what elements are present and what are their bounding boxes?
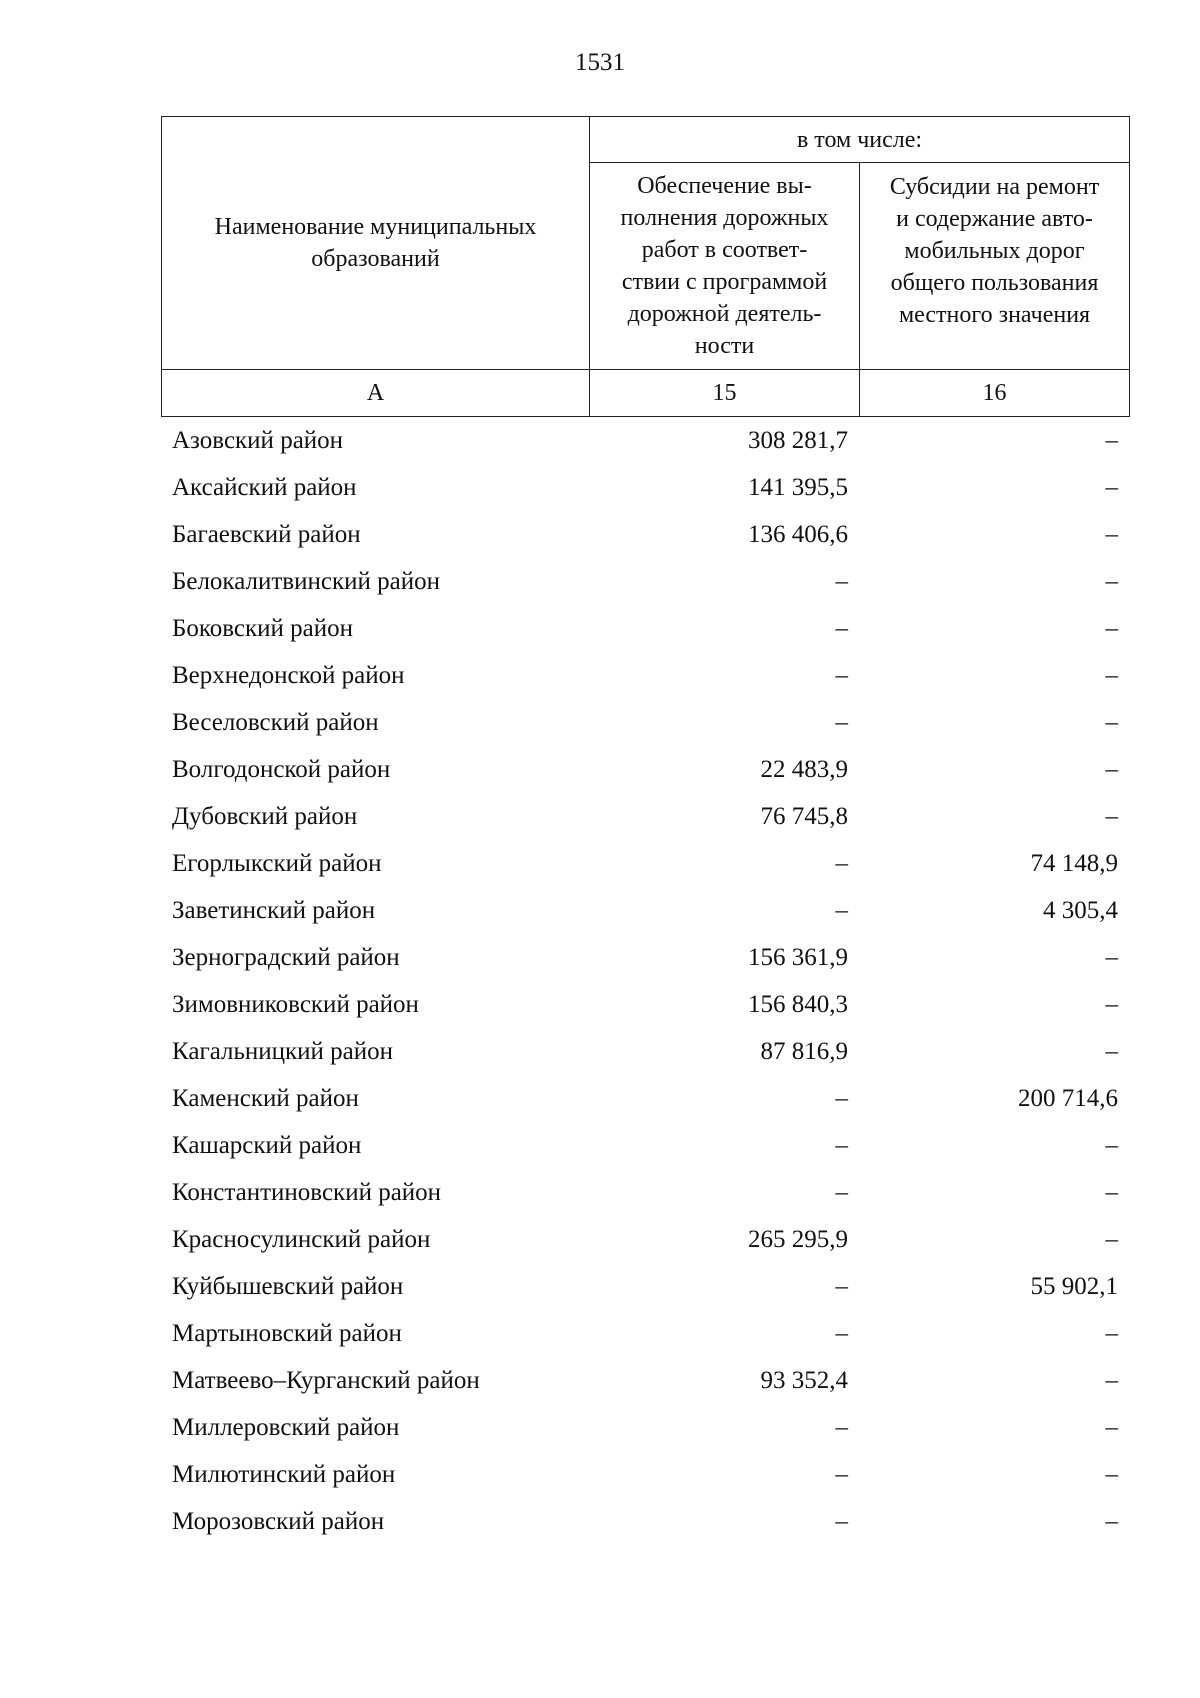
district-name: Егорлыкский район bbox=[172, 849, 382, 877]
value-col-16: – bbox=[1105, 990, 1118, 1018]
district-name: Кагальницкий район bbox=[172, 1037, 394, 1065]
value-col-16: – bbox=[1105, 802, 1118, 830]
value-col-16: – bbox=[1105, 1319, 1118, 1347]
header-col15-line: дорожной деятель- bbox=[627, 301, 822, 327]
header-col15-line: работ в соответ- bbox=[641, 237, 808, 263]
value-col-16: 55 902,1 bbox=[1030, 1272, 1118, 1300]
page-number: 1531 bbox=[575, 49, 625, 76]
table-row bbox=[161, 793, 1129, 840]
value-col-16: – bbox=[1105, 567, 1118, 595]
table-row bbox=[161, 934, 1129, 981]
value-col-15: – bbox=[835, 1131, 848, 1159]
district-name: Морозовский район bbox=[172, 1507, 385, 1535]
table-row bbox=[161, 1075, 1129, 1122]
header-col16-line: и содержание авто- bbox=[896, 206, 1093, 232]
table-row bbox=[161, 981, 1129, 1028]
district-name: Веселовский район bbox=[172, 708, 379, 736]
table-row bbox=[161, 699, 1129, 746]
value-col-15: – bbox=[835, 896, 848, 924]
header-number-15: 15 bbox=[590, 370, 860, 417]
header-name-line: Наименование муниципальных bbox=[214, 214, 537, 240]
table-row bbox=[161, 887, 1129, 934]
district-name: Мартыновский район bbox=[172, 1319, 402, 1347]
value-col-16: – bbox=[1105, 426, 1118, 454]
header-col16-line: мобильных дорог bbox=[904, 238, 1085, 264]
district-name: Константиновский район bbox=[172, 1178, 442, 1206]
value-col-15: 141 395,5 bbox=[748, 473, 848, 501]
table-row bbox=[161, 1404, 1129, 1451]
district-name: Матвеево–Курганский район bbox=[172, 1366, 480, 1394]
value-col-15: – bbox=[835, 1178, 848, 1206]
table-row bbox=[161, 464, 1129, 511]
value-col-15: – bbox=[835, 661, 848, 689]
header-col15-line: полнения дорожных bbox=[620, 205, 829, 231]
table-row bbox=[161, 417, 1129, 464]
header-name-line: образований bbox=[311, 246, 440, 272]
value-col-15: – bbox=[835, 1507, 848, 1535]
value-col-16: – bbox=[1105, 1225, 1118, 1253]
value-col-15: 156 361,9 bbox=[748, 943, 848, 971]
value-col-16: – bbox=[1105, 1460, 1118, 1488]
header-col-15 bbox=[590, 163, 860, 370]
header-col15-line: Обеспечение вы- bbox=[637, 173, 812, 199]
table-row bbox=[161, 840, 1129, 887]
district-name: Миллеровский район bbox=[172, 1413, 400, 1441]
value-col-16: – bbox=[1105, 755, 1118, 783]
header-group-label: в том числе: bbox=[590, 117, 1130, 163]
district-name: Каменский район bbox=[172, 1084, 359, 1112]
header-name-column bbox=[162, 117, 590, 370]
district-name: Белокалитвинский район bbox=[172, 567, 440, 595]
value-col-15: 22 483,9 bbox=[760, 755, 848, 783]
district-name: Верхнедонской район bbox=[172, 661, 405, 689]
table-body bbox=[161, 417, 1129, 1545]
table-row bbox=[161, 652, 1129, 699]
district-name: Красносулинский район bbox=[172, 1225, 431, 1253]
value-col-16: – bbox=[1105, 943, 1118, 971]
value-col-15: – bbox=[835, 1084, 848, 1112]
header-col16-line: местного значения bbox=[898, 302, 1091, 328]
header-letter-a: А bbox=[162, 370, 590, 417]
table-row bbox=[161, 1216, 1129, 1263]
district-name: Заветинский район bbox=[172, 896, 376, 924]
value-col-15: 265 295,9 bbox=[748, 1225, 848, 1253]
value-col-15: – bbox=[835, 567, 848, 595]
value-col-15: – bbox=[835, 849, 848, 877]
table-row bbox=[161, 1357, 1129, 1404]
district-name: Кашарский район bbox=[172, 1131, 362, 1159]
header-number-16: 16 bbox=[860, 370, 1130, 417]
table-row bbox=[161, 1310, 1129, 1357]
district-name: Аксайский район bbox=[172, 473, 357, 501]
district-name: Зимовниковский район bbox=[172, 990, 419, 1018]
table-row bbox=[161, 558, 1129, 605]
value-col-15: – bbox=[835, 1460, 848, 1488]
district-name: Куйбышевский район bbox=[172, 1272, 404, 1300]
value-col-16: – bbox=[1105, 708, 1118, 736]
header-col16-line: Субсидии на ремонт bbox=[889, 174, 1100, 200]
header-col16-line: общего пользования bbox=[890, 270, 1099, 296]
value-col-16: 200 714,6 bbox=[1018, 1084, 1118, 1112]
value-col-15: – bbox=[835, 1272, 848, 1300]
district-name: Волгодонской район bbox=[172, 755, 391, 783]
value-col-16: – bbox=[1105, 1366, 1118, 1394]
value-col-16: – bbox=[1105, 473, 1118, 501]
table-header bbox=[161, 116, 1130, 417]
value-col-15: 87 816,9 bbox=[760, 1037, 848, 1065]
value-col-15: 308 281,7 bbox=[748, 426, 848, 454]
district-name: Азовский район bbox=[172, 426, 344, 454]
district-name: Дубовский район bbox=[172, 802, 358, 830]
table-row bbox=[161, 1122, 1129, 1169]
value-col-16: – bbox=[1105, 1413, 1118, 1441]
table-row bbox=[161, 1263, 1129, 1310]
value-col-16: – bbox=[1105, 1507, 1118, 1535]
table-row bbox=[161, 1028, 1129, 1075]
table-row bbox=[161, 746, 1129, 793]
value-col-15: 76 745,8 bbox=[760, 802, 848, 830]
value-col-16: – bbox=[1105, 661, 1118, 689]
value-col-15: – bbox=[835, 1413, 848, 1441]
table-row bbox=[161, 1498, 1129, 1545]
value-col-15: – bbox=[835, 614, 848, 642]
value-col-16: – bbox=[1105, 1037, 1118, 1065]
value-col-15: – bbox=[835, 1319, 848, 1347]
table-row bbox=[161, 1169, 1129, 1216]
header-col15-line: ствии с программой bbox=[621, 269, 828, 295]
district-name: Боковский район bbox=[172, 614, 353, 642]
value-col-16: – bbox=[1105, 614, 1118, 642]
value-col-16: – bbox=[1105, 520, 1118, 548]
district-name: Зерноградский район bbox=[172, 943, 400, 971]
header-col-16 bbox=[860, 163, 1130, 370]
value-col-16: – bbox=[1105, 1131, 1118, 1159]
table-row bbox=[161, 511, 1129, 558]
district-name: Багаевский район bbox=[172, 520, 361, 548]
district-name: Милютинский район bbox=[172, 1460, 396, 1488]
table-row bbox=[161, 605, 1129, 652]
budget-table bbox=[161, 116, 1129, 1545]
value-col-16: 74 148,9 bbox=[1030, 849, 1118, 877]
value-col-15: – bbox=[835, 708, 848, 736]
table-row bbox=[161, 1451, 1129, 1498]
value-col-15: 93 352,4 bbox=[760, 1366, 848, 1394]
value-col-16: 4 305,4 bbox=[1043, 896, 1118, 924]
value-col-15: 136 406,6 bbox=[748, 520, 848, 548]
value-col-15: 156 840,3 bbox=[748, 990, 848, 1018]
header-col15-line: ности bbox=[694, 333, 755, 359]
value-col-16: – bbox=[1105, 1178, 1118, 1206]
